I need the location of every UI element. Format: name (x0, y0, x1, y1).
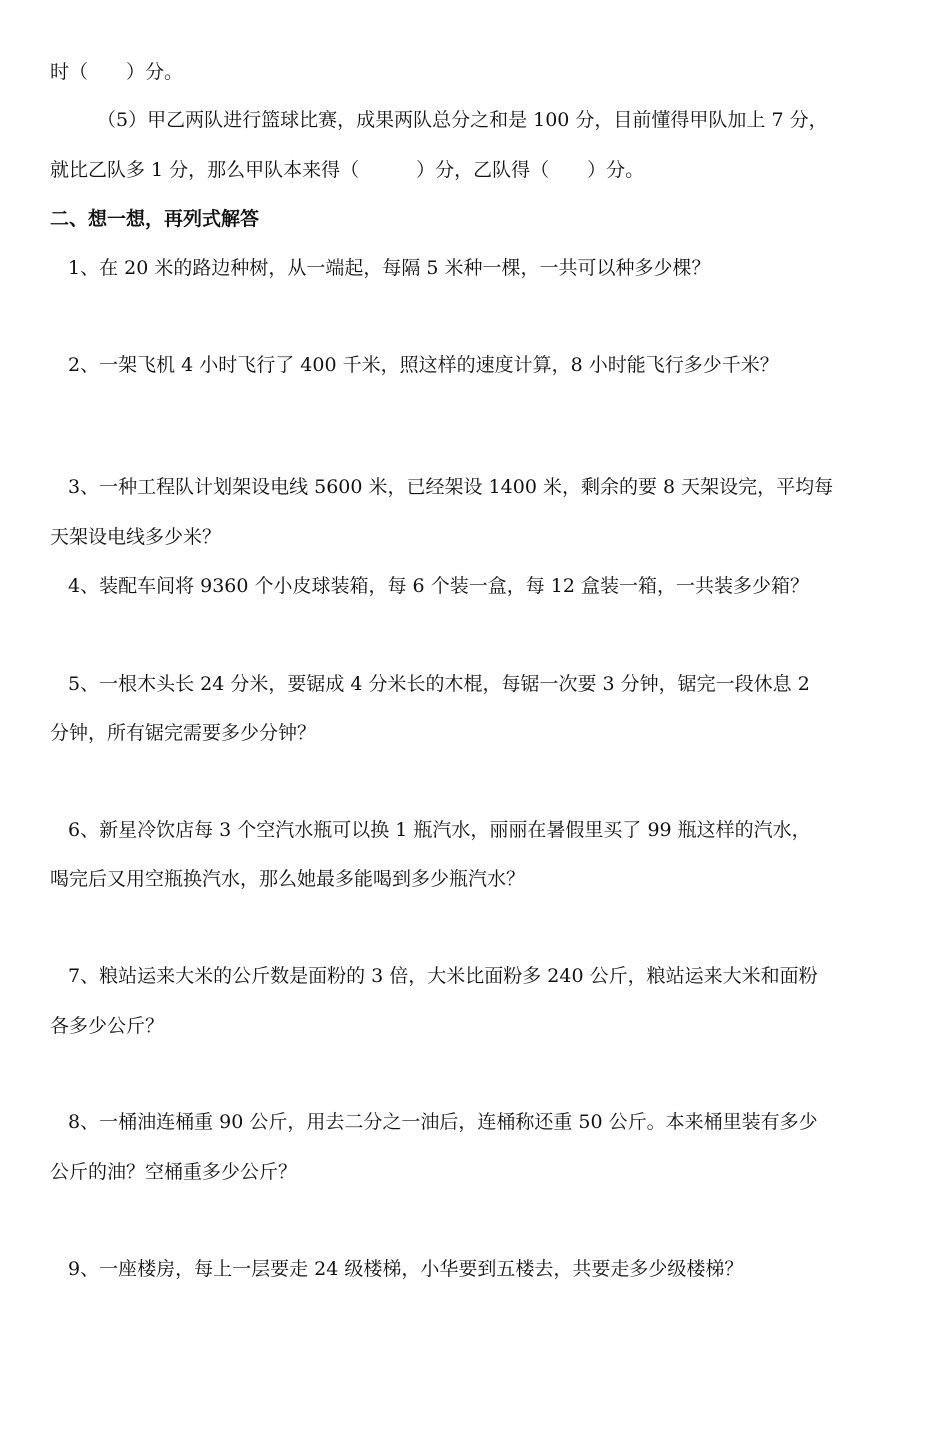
question-3-line-2: 天架设电线多少米？ (50, 526, 222, 548)
question-6-line-2: 喝完后又用空瓶换汽水，那么她最多能喝到多少瓶汽水？ (50, 868, 526, 890)
question-1-line-1: 1、在 20 米的路边种树，从一端起，每隔 5 米种一棵，一共可以种多少棵？ (68, 257, 711, 279)
question-7-line-1: 7、粮站运来大米的公斤数是面粉的 3 倍，大米比面粉多 240 公斤，粮站运来大米和面粉 (68, 965, 818, 987)
fill-blank-q5-line2: 就比乙队多 1 分，那么甲队本来得（ ）分，乙队得（ ）分。 (50, 159, 645, 181)
fill-blank-q4-tail: 时（ ）分。 (50, 61, 184, 83)
fill-blank-q5-line1: （5）甲乙两队进行篮球比赛，成果两队总分之和是 100 分，目前懂得甲队加上 7 分， (97, 109, 828, 131)
question-5-line-2: 分钟，所有锯完需要多少分钟？ (50, 722, 317, 744)
question-6-line-1: 6、新星冷饮店每 3 个空汽水瓶可以换 1 瓶汽水，丽丽在暑假里买了 99 瓶这样的汽水， (68, 819, 811, 841)
question-3-line-1: 3、一种工程队计划架设电线 5600 米，已经架设 1400 米，剩余的要 8 天架设完，平均每 (68, 476, 834, 498)
question-4-line-1: 4、装配车间将 9360 个小皮球装箱，每 6 个装一盒，每 12 盒装一箱，一共装多少箱？ (68, 575, 809, 597)
question-2-line-1: 2、一架飞机 4 小时飞行了 400 千米，照这样的速度计算，8 小时能飞行多少千米？ (68, 354, 779, 376)
section-2-heading: 二、想一想，再列式解答 (50, 208, 260, 230)
question-9-line-1: 9、一座楼房，每上一层要走 24 级楼梯，小华要到五楼去，共要走多少级楼梯？ (68, 1258, 744, 1280)
question-5-line-1: 5、一根木头长 24 分米，要锯成 4 分米长的木棍，每锯一次要 3 分钟，锯完一段休息 2 (68, 673, 810, 695)
question-8-line-2: 公斤的油？空桶重多少公斤？ (50, 1161, 298, 1183)
question-8-line-1: 8、一桶油连桶重 90 公斤，用去二分之一油后，连桶称还重 50 公斤。本来桶里装有多少 (68, 1111, 818, 1133)
question-7-line-2: 各多少公斤？ (50, 1015, 165, 1037)
